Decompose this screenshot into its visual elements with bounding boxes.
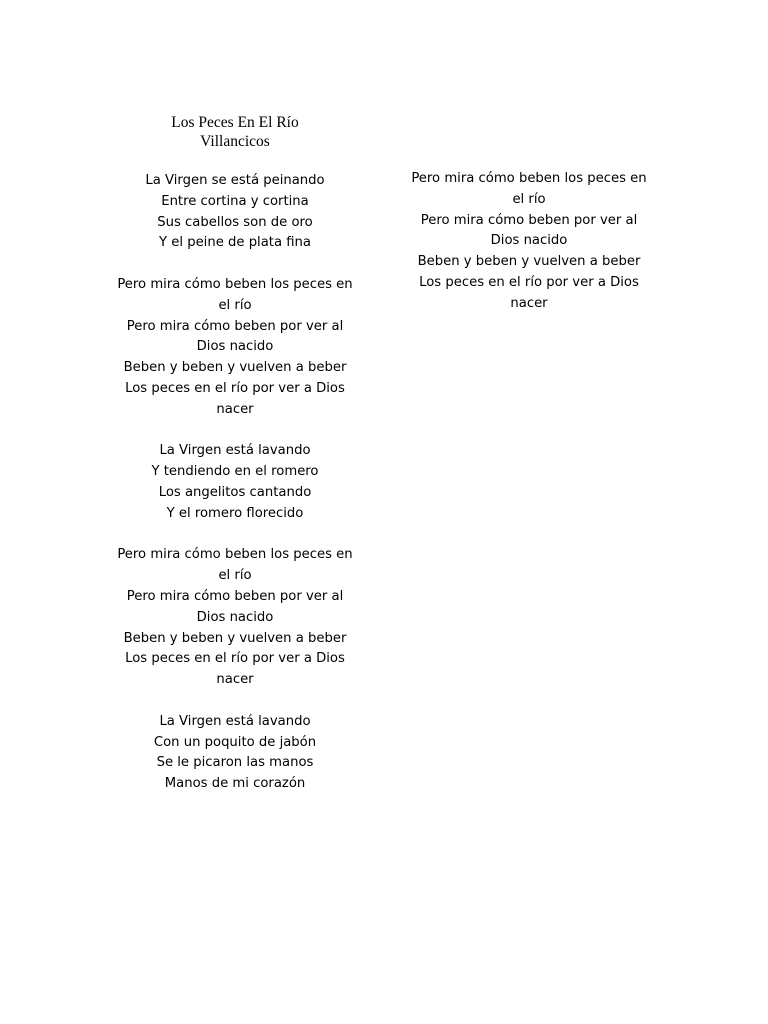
lyric-line: Pero mira cómo beben los peces en bbox=[411, 171, 647, 186]
stanza-verse-2 bbox=[110, 441, 360, 524]
lyric-line: Pero mira cómo beben por ver al bbox=[126, 318, 344, 334]
lyric-line: Beben y beben y vuelven a beber bbox=[417, 254, 641, 270]
stanza-chorus-1 bbox=[110, 275, 360, 421]
lyrics-left-column bbox=[110, 171, 360, 816]
lyric-line: Con un poquito de jabón bbox=[153, 734, 317, 750]
stanza-chorus-3 bbox=[404, 169, 654, 315]
lyric-line: Dios nacido bbox=[196, 339, 274, 355]
lyric-line: Dios nacido bbox=[490, 233, 568, 249]
lyric-line: Sus cabellos son de oro bbox=[157, 214, 313, 230]
stanza-verse-3 bbox=[110, 712, 360, 795]
lyric-line: nacer bbox=[510, 295, 548, 311]
lyric-line: Los peces en el río por ver a Dios bbox=[125, 651, 345, 667]
song-subtitle: Villancicos bbox=[200, 133, 270, 150]
stanza-chorus-2 bbox=[110, 545, 360, 691]
lyric-line: Los peces en el río por ver a Dios bbox=[419, 274, 639, 290]
lyric-line: el río bbox=[218, 568, 252, 584]
song-title: Los Peces En El Río bbox=[171, 114, 299, 131]
lyric-line: La Virgen se está peinando bbox=[145, 173, 325, 188]
lyric-line: el río bbox=[512, 191, 546, 207]
lyric-line: nacer bbox=[216, 672, 254, 688]
lyric-line: Se le picaron las manos bbox=[156, 755, 314, 771]
lyric-line: Pero mira cómo beben por ver al bbox=[126, 588, 344, 604]
lyric-line: Y tendiendo en el romero bbox=[151, 464, 319, 480]
lyric-line: Beben y beben y vuelven a beber bbox=[123, 630, 347, 646]
stanza-verse-1 bbox=[110, 171, 360, 254]
lyric-line: nacer bbox=[216, 401, 254, 417]
song-header bbox=[110, 113, 360, 151]
lyric-line: Manos de mi corazón bbox=[164, 776, 306, 792]
lyric-line: Entre cortina y cortina bbox=[161, 193, 309, 209]
lyric-line: Los peces en el río por ver a Dios bbox=[125, 380, 345, 396]
lyric-line: Pero mira cómo beben los peces en bbox=[117, 547, 353, 563]
lyric-line: Pero mira cómo beben por ver al bbox=[420, 212, 638, 228]
lyrics-right-column bbox=[404, 169, 654, 335]
lyric-line: Los angelitos cantando bbox=[158, 484, 312, 500]
lyric-line: La Virgen está lavando bbox=[159, 713, 311, 729]
lyric-line: Beben y beben y vuelven a beber bbox=[123, 360, 347, 376]
lyric-line: Y el romero florecido bbox=[166, 505, 304, 521]
lyric-line: el río bbox=[218, 297, 252, 313]
lyric-line: La Virgen está lavando bbox=[159, 443, 311, 459]
lyric-line: Dios nacido bbox=[196, 609, 274, 625]
lyric-line: Pero mira cómo beben los peces en bbox=[117, 276, 353, 292]
lyric-line: Y el peine de plata fina bbox=[158, 235, 311, 251]
